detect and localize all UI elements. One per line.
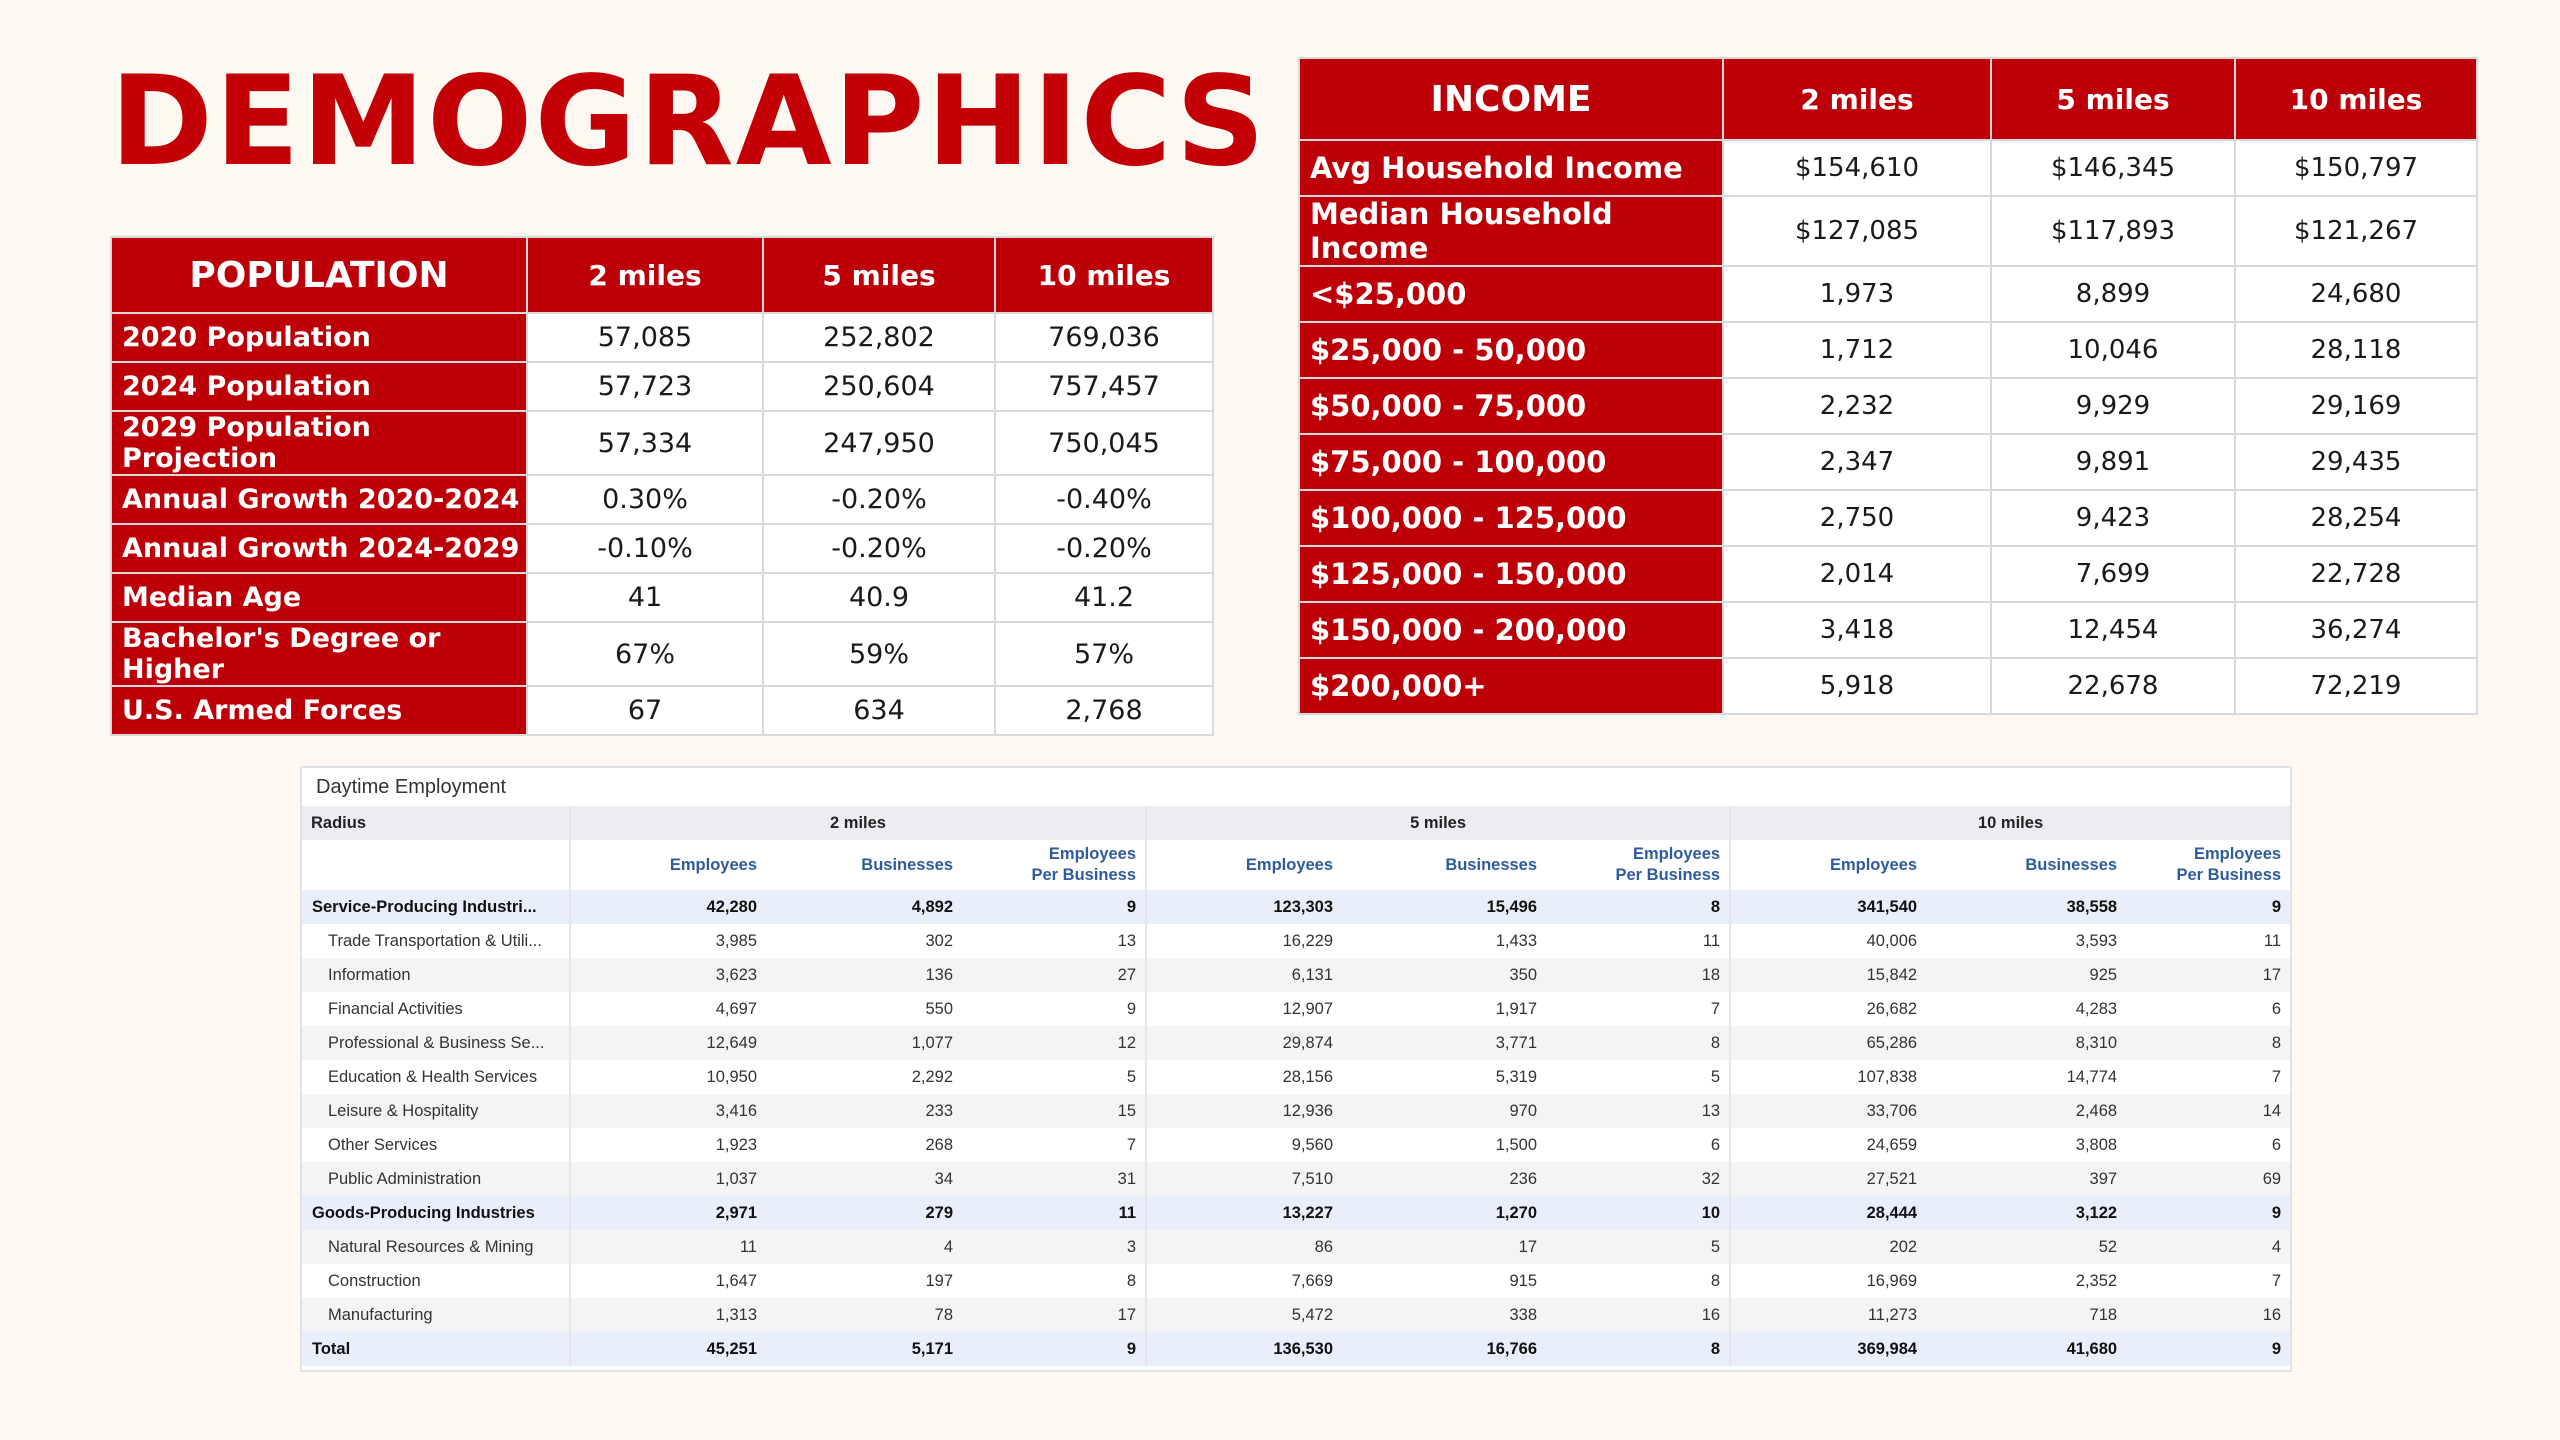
- employment-row: [302, 992, 2290, 1026]
- income-cell: 29,169: [2235, 378, 2477, 434]
- income-cell: 72,219: [2235, 658, 2477, 714]
- employment-row: [302, 1230, 2290, 1264]
- employment-row: [302, 1026, 2290, 1060]
- income-row: [1299, 434, 2477, 490]
- employment-cell: 3,985: [570, 924, 766, 958]
- employment-cell: 1,270: [1342, 1196, 1546, 1230]
- employment-cell: 279: [766, 1196, 962, 1230]
- income-cell: 28,118: [2235, 322, 2477, 378]
- employment-cell: 4: [2126, 1230, 2290, 1264]
- employment-cell: 27,521: [1730, 1162, 1926, 1196]
- income-table: [1298, 57, 2478, 715]
- population-row: [111, 411, 1213, 475]
- income-cell: $121,267: [2235, 196, 2477, 266]
- employment-cell: 29,874: [1146, 1026, 1342, 1060]
- employment-cell: 9: [2126, 890, 2290, 924]
- employment-row: [302, 1162, 2290, 1196]
- employment-cell: 3,122: [1926, 1196, 2126, 1230]
- employment-cell: 12,649: [570, 1026, 766, 1060]
- employment-row-label: Financial Activities: [302, 992, 570, 1026]
- income-row-label: $125,000 - 150,000: [1299, 546, 1723, 602]
- income-row: [1299, 322, 2477, 378]
- employment-row: [302, 1128, 2290, 1162]
- employment-cell: 350: [1342, 958, 1546, 992]
- population-row-label: 2024 Population: [111, 362, 527, 411]
- population-cell: 634: [763, 686, 995, 735]
- employment-cell: 6: [2126, 1128, 2290, 1162]
- income-row-label: Median Household Income: [1299, 196, 1723, 266]
- employment-cell: 17: [962, 1298, 1146, 1332]
- employment-cell: 17: [2126, 958, 2290, 992]
- income-cell: 1,712: [1723, 322, 1991, 378]
- income-row-label: $25,000 - 50,000: [1299, 322, 1723, 378]
- employment-cell: 40,006: [1730, 924, 1926, 958]
- income-cell: 28,254: [2235, 490, 2477, 546]
- income-row: [1299, 266, 2477, 322]
- income-cell: 7,699: [1991, 546, 2235, 602]
- population-row-label: 2020 Population: [111, 313, 527, 362]
- employment-cell: 1,077: [766, 1026, 962, 1060]
- employment-row-label: Goods-Producing Industries: [302, 1196, 570, 1230]
- income-cell: 12,454: [1991, 602, 2235, 658]
- population-cell: 769,036: [995, 313, 1213, 362]
- income-cell: 22,678: [1991, 658, 2235, 714]
- employment-cell: 16: [1546, 1298, 1730, 1332]
- employment-cell: 33,706: [1730, 1094, 1926, 1128]
- employment-row-label: Professional & Business Se...: [302, 1026, 570, 1060]
- population-cell: 57,723: [527, 362, 763, 411]
- employment-cell: 34: [766, 1162, 962, 1196]
- income-row: [1299, 378, 2477, 434]
- employment-cell: 236: [1342, 1162, 1546, 1196]
- employment-cell: 302: [766, 924, 962, 958]
- employment-cell: 5: [1546, 1230, 1730, 1264]
- employment-row-label: Total: [302, 1332, 570, 1366]
- employment-cell: 7,510: [1146, 1162, 1342, 1196]
- employment-cell: 2,352: [1926, 1264, 2126, 1298]
- income-cell: $150,797: [2235, 140, 2477, 196]
- employment-cell: 7: [2126, 1264, 2290, 1298]
- population-cell: 750,045: [995, 411, 1213, 475]
- population-cell: 757,457: [995, 362, 1213, 411]
- employment-cell: 15,842: [1730, 958, 1926, 992]
- employment-cell: 341,540: [1730, 890, 1926, 924]
- employment-cell: 14,774: [1926, 1060, 2126, 1094]
- column-header-employees-per-business: [2126, 840, 2290, 890]
- column-header-employees-per-business: [1546, 840, 1730, 890]
- employment-cell: 11: [962, 1196, 1146, 1230]
- employment-cell: 45,251: [570, 1332, 766, 1366]
- income-row-label: $200,000+: [1299, 658, 1723, 714]
- employment-cell: 15,496: [1342, 890, 1546, 924]
- income-row: [1299, 602, 2477, 658]
- income-row-label: $75,000 - 100,000: [1299, 434, 1723, 490]
- population-header-row: [111, 237, 1213, 313]
- population-row: [111, 362, 1213, 411]
- employment-cell: 9: [2126, 1196, 2290, 1230]
- employment-cell: 123,303: [1146, 890, 1342, 924]
- employment-cell: 14: [2126, 1094, 2290, 1128]
- population-table: [110, 236, 1214, 736]
- employment-cell: 9: [962, 890, 1146, 924]
- employment-cell: 78: [766, 1298, 962, 1332]
- income-cell: 1,973: [1723, 266, 1991, 322]
- population-cell: -0.10%: [527, 524, 763, 573]
- population-header: POPULATION: [111, 237, 527, 313]
- radius-10mi: 10 miles: [1730, 806, 2290, 840]
- employment-cell: 5,171: [766, 1332, 962, 1366]
- employment-cell: 970: [1342, 1094, 1546, 1128]
- income-header: INCOME: [1299, 58, 1723, 140]
- employment-cell: 550: [766, 992, 962, 1026]
- income-cell: 3,418: [1723, 602, 1991, 658]
- population-row-label: Annual Growth 2024-2029: [111, 524, 527, 573]
- income-row: [1299, 490, 2477, 546]
- employment-cell: 1,647: [570, 1264, 766, 1298]
- employment-cell: 136,530: [1146, 1332, 1342, 1366]
- employment-group-row: [302, 890, 2290, 924]
- population-cell: 67: [527, 686, 763, 735]
- population-cell: 252,802: [763, 313, 995, 362]
- employment-cell: 2,292: [766, 1060, 962, 1094]
- employment-cell: 24,659: [1730, 1128, 1926, 1162]
- employment-row: [302, 958, 2290, 992]
- column-header-businesses: Businesses: [766, 840, 962, 890]
- income-row: [1299, 658, 2477, 714]
- employment-cell: 10,950: [570, 1060, 766, 1094]
- employment-cell: 16,766: [1342, 1332, 1546, 1366]
- population-row-label: Bachelor's Degree or Higher: [111, 622, 527, 686]
- employment-cell: 8: [1546, 1026, 1730, 1060]
- employment-cell: 11: [570, 1230, 766, 1264]
- employment-row-label: Natural Resources & Mining: [302, 1230, 570, 1264]
- employment-cell: 26,682: [1730, 992, 1926, 1026]
- employment-cell: 925: [1926, 958, 2126, 992]
- employment-cell: 7: [962, 1128, 1146, 1162]
- employment-cell: 136: [766, 958, 962, 992]
- employment-cell: 3,623: [570, 958, 766, 992]
- population-row-label: Annual Growth 2020-2024: [111, 475, 527, 524]
- epb-line2: Per Business: [1615, 866, 1721, 884]
- employment-cell: 10: [1546, 1196, 1730, 1230]
- employment-cell: 12,936: [1146, 1094, 1342, 1128]
- income-cell: $154,610: [1723, 140, 1991, 196]
- population-cell: 2,768: [995, 686, 1213, 735]
- employment-cell: 8: [2126, 1026, 2290, 1060]
- employment-cell: 3: [962, 1230, 1146, 1264]
- income-cell: $127,085: [1723, 196, 1991, 266]
- employment-group-row: [302, 1332, 2290, 1366]
- employment-column-header-row: [302, 840, 2290, 890]
- employment-row-label: Education & Health Services: [302, 1060, 570, 1094]
- employment-cell: 5: [1546, 1060, 1730, 1094]
- epb-line1: Employees: [2193, 845, 2282, 864]
- employment-group-row: [302, 1196, 2290, 1230]
- daytime-employment-panel: [300, 766, 2292, 1372]
- employment-row: [302, 924, 2290, 958]
- population-row-label: 2029 Population Projection: [111, 411, 527, 475]
- income-cell: $117,893: [1991, 196, 2235, 266]
- employment-row: [302, 1264, 2290, 1298]
- income-col-10mi: 10 miles: [2235, 58, 2477, 140]
- employment-cell: 5,472: [1146, 1298, 1342, 1332]
- epb-line1: Employees: [1048, 845, 1137, 864]
- employment-cell: 3,416: [570, 1094, 766, 1128]
- employment-cell: 8: [1546, 1264, 1730, 1298]
- employment-cell: 4,892: [766, 890, 962, 924]
- population-cell: 57%: [995, 622, 1213, 686]
- population-cell: 0.30%: [527, 475, 763, 524]
- population-col-2mi: 2 miles: [527, 237, 763, 313]
- employment-cell: 3,808: [1926, 1128, 2126, 1162]
- employment-cell: 11,273: [1730, 1298, 1926, 1332]
- employment-row-label: Service-Producing Industri...: [302, 890, 570, 924]
- employment-cell: 1,917: [1342, 992, 1546, 1026]
- income-cell: 2,232: [1723, 378, 1991, 434]
- employment-cell: 13: [1546, 1094, 1730, 1128]
- employment-cell: 5,319: [1342, 1060, 1546, 1094]
- population-cell: 40.9: [763, 573, 995, 622]
- income-row-label: $150,000 - 200,000: [1299, 602, 1723, 658]
- employment-cell: 27: [962, 958, 1146, 992]
- population-cell: 57,334: [527, 411, 763, 475]
- employment-cell: 69: [2126, 1162, 2290, 1196]
- income-cell: $146,345: [1991, 140, 2235, 196]
- employment-row: [302, 1060, 2290, 1094]
- employment-cell: 32: [1546, 1162, 1730, 1196]
- column-header-employees-per-business: [962, 840, 1146, 890]
- population-cell: -0.20%: [763, 524, 995, 573]
- employment-cell: 1,500: [1342, 1128, 1546, 1162]
- population-cell: 247,950: [763, 411, 995, 475]
- column-header-businesses: Businesses: [1926, 840, 2126, 890]
- employment-cell: 28,444: [1730, 1196, 1926, 1230]
- employment-cell: 4,283: [1926, 992, 2126, 1026]
- employment-cell: 4: [766, 1230, 962, 1264]
- income-cell: 2,750: [1723, 490, 1991, 546]
- population-cell: 67%: [527, 622, 763, 686]
- employment-cell: 16: [2126, 1298, 2290, 1332]
- income-col-2mi: 2 miles: [1723, 58, 1991, 140]
- employment-cell: 6: [1546, 1128, 1730, 1162]
- employment-cell: 28,156: [1146, 1060, 1342, 1094]
- employment-cell: 397: [1926, 1162, 2126, 1196]
- population-cell: 57,085: [527, 313, 763, 362]
- employment-cell: 718: [1926, 1298, 2126, 1332]
- employment-table: [302, 806, 2290, 1366]
- population-row: [111, 622, 1213, 686]
- employment-row-label: Trade Transportation & Utili...: [302, 924, 570, 958]
- employment-cell: 7: [2126, 1060, 2290, 1094]
- income-col-5mi: 5 miles: [1991, 58, 2235, 140]
- employment-cell: 42,280: [570, 890, 766, 924]
- employment-cell: 86: [1146, 1230, 1342, 1264]
- employment-cell: 3,771: [1342, 1026, 1546, 1060]
- income-cell: 10,046: [1991, 322, 2235, 378]
- income-cell: 9,891: [1991, 434, 2235, 490]
- employment-row-label: Other Services: [302, 1128, 570, 1162]
- employment-row-label: Manufacturing: [302, 1298, 570, 1332]
- income-cell: 9,929: [1991, 378, 2235, 434]
- employment-cell: 11: [1546, 924, 1730, 958]
- employment-cell: 4,697: [570, 992, 766, 1026]
- income-cell: 2,347: [1723, 434, 1991, 490]
- column-header-employees: Employees: [1730, 840, 1926, 890]
- employment-cell: 915: [1342, 1264, 1546, 1298]
- income-row: [1299, 546, 2477, 602]
- employment-cell: 338: [1342, 1298, 1546, 1332]
- employment-cell: 16,229: [1146, 924, 1342, 958]
- employment-cell: 6,131: [1146, 958, 1342, 992]
- employment-cell: 7,669: [1146, 1264, 1342, 1298]
- income-row-label: Avg Household Income: [1299, 140, 1723, 196]
- employment-cell: 18: [1546, 958, 1730, 992]
- income-cell: 24,680: [2235, 266, 2477, 322]
- column-header-blank: [302, 840, 570, 890]
- employment-cell: 8: [962, 1264, 1146, 1298]
- employment-cell: 52: [1926, 1230, 2126, 1264]
- population-row: [111, 573, 1213, 622]
- income-cell: 8,899: [1991, 266, 2235, 322]
- income-row: [1299, 140, 2477, 196]
- income-cell: 2,014: [1723, 546, 1991, 602]
- employment-cell: 6: [2126, 992, 2290, 1026]
- employment-cell: 7: [1546, 992, 1730, 1026]
- population-cell: 59%: [763, 622, 995, 686]
- employment-cell: 5: [962, 1060, 1146, 1094]
- population-cell: -0.20%: [995, 524, 1213, 573]
- income-cell: 22,728: [2235, 546, 2477, 602]
- employment-cell: 9: [2126, 1332, 2290, 1366]
- epb-line1: Employees: [1632, 845, 1721, 864]
- income-row-label: $50,000 - 75,000: [1299, 378, 1723, 434]
- population-cell: -0.40%: [995, 475, 1213, 524]
- employment-cell: 8: [1546, 1332, 1730, 1366]
- employment-row-label: Information: [302, 958, 570, 992]
- employment-row-label: Construction: [302, 1264, 570, 1298]
- income-row-label: $100,000 - 125,000: [1299, 490, 1723, 546]
- employment-cell: 2,468: [1926, 1094, 2126, 1128]
- radius-label: Radius: [302, 806, 570, 840]
- employment-cell: 197: [766, 1264, 962, 1298]
- income-cell: 5,918: [1723, 658, 1991, 714]
- income-row: [1299, 196, 2477, 266]
- employment-cell: 1,433: [1342, 924, 1546, 958]
- page-title: DEMOGRAPHICS: [110, 50, 1268, 194]
- employment-cell: 1,923: [570, 1128, 766, 1162]
- population-row: [111, 313, 1213, 362]
- population-cell: -0.20%: [763, 475, 995, 524]
- employment-cell: 15: [962, 1094, 1146, 1128]
- population-row-label: U.S. Armed Forces: [111, 686, 527, 735]
- population-row-label: Median Age: [111, 573, 527, 622]
- employment-cell: 1,313: [570, 1298, 766, 1332]
- radius-2mi: 2 miles: [570, 806, 1146, 840]
- column-header-employees: Employees: [570, 840, 766, 890]
- employment-cell: 369,984: [1730, 1332, 1926, 1366]
- employment-cell: 13: [962, 924, 1146, 958]
- population-cell: 41.2: [995, 573, 1213, 622]
- income-cell: 9,423: [1991, 490, 2235, 546]
- epb-line2: Per Business: [1031, 866, 1137, 884]
- column-header-employees: Employees: [1146, 840, 1342, 890]
- epb-line2: Per Business: [2176, 866, 2282, 884]
- population-row: [111, 686, 1213, 735]
- employment-cell: 3,593: [1926, 924, 2126, 958]
- employment-row: [302, 1094, 2290, 1128]
- income-header-row: [1299, 58, 2477, 140]
- employment-cell: 8: [1546, 890, 1730, 924]
- column-header-businesses: Businesses: [1342, 840, 1546, 890]
- employment-cell: 9: [962, 992, 1146, 1026]
- employment-cell: 65,286: [1730, 1026, 1926, 1060]
- population-row: [111, 475, 1213, 524]
- income-cell: 29,435: [2235, 434, 2477, 490]
- employment-cell: 9: [962, 1332, 1146, 1366]
- population-cell: 41: [527, 573, 763, 622]
- employment-cell: 38,558: [1926, 890, 2126, 924]
- employment-cell: 12,907: [1146, 992, 1342, 1026]
- income-row-label: <$25,000: [1299, 266, 1723, 322]
- population-col-10mi: 10 miles: [995, 237, 1213, 313]
- employment-row-label: Leisure & Hospitality: [302, 1094, 570, 1128]
- employment-cell: 16,969: [1730, 1264, 1926, 1298]
- population-row: [111, 524, 1213, 573]
- population-col-5mi: 5 miles: [763, 237, 995, 313]
- income-cell: 36,274: [2235, 602, 2477, 658]
- employment-cell: 17: [1342, 1230, 1546, 1264]
- radius-5mi: 5 miles: [1146, 806, 1730, 840]
- employment-cell: 41,680: [1926, 1332, 2126, 1366]
- employment-cell: 1,037: [570, 1162, 766, 1196]
- employment-row-label: Public Administration: [302, 1162, 570, 1196]
- employment-cell: 107,838: [1730, 1060, 1926, 1094]
- employment-cell: 268: [766, 1128, 962, 1162]
- population-cell: 250,604: [763, 362, 995, 411]
- employment-title: Daytime Employment: [316, 776, 507, 798]
- employment-radius-row: [302, 806, 2290, 840]
- employment-cell: 202: [1730, 1230, 1926, 1264]
- employment-cell: 13,227: [1146, 1196, 1342, 1230]
- employment-cell: 233: [766, 1094, 962, 1128]
- employment-cell: 2,971: [570, 1196, 766, 1230]
- employment-cell: 11: [2126, 924, 2290, 958]
- employment-cell: 12: [962, 1026, 1146, 1060]
- employment-cell: 8,310: [1926, 1026, 2126, 1060]
- employment-cell: 31: [962, 1162, 1146, 1196]
- employment-row: [302, 1298, 2290, 1332]
- employment-cell: 9,560: [1146, 1128, 1342, 1162]
